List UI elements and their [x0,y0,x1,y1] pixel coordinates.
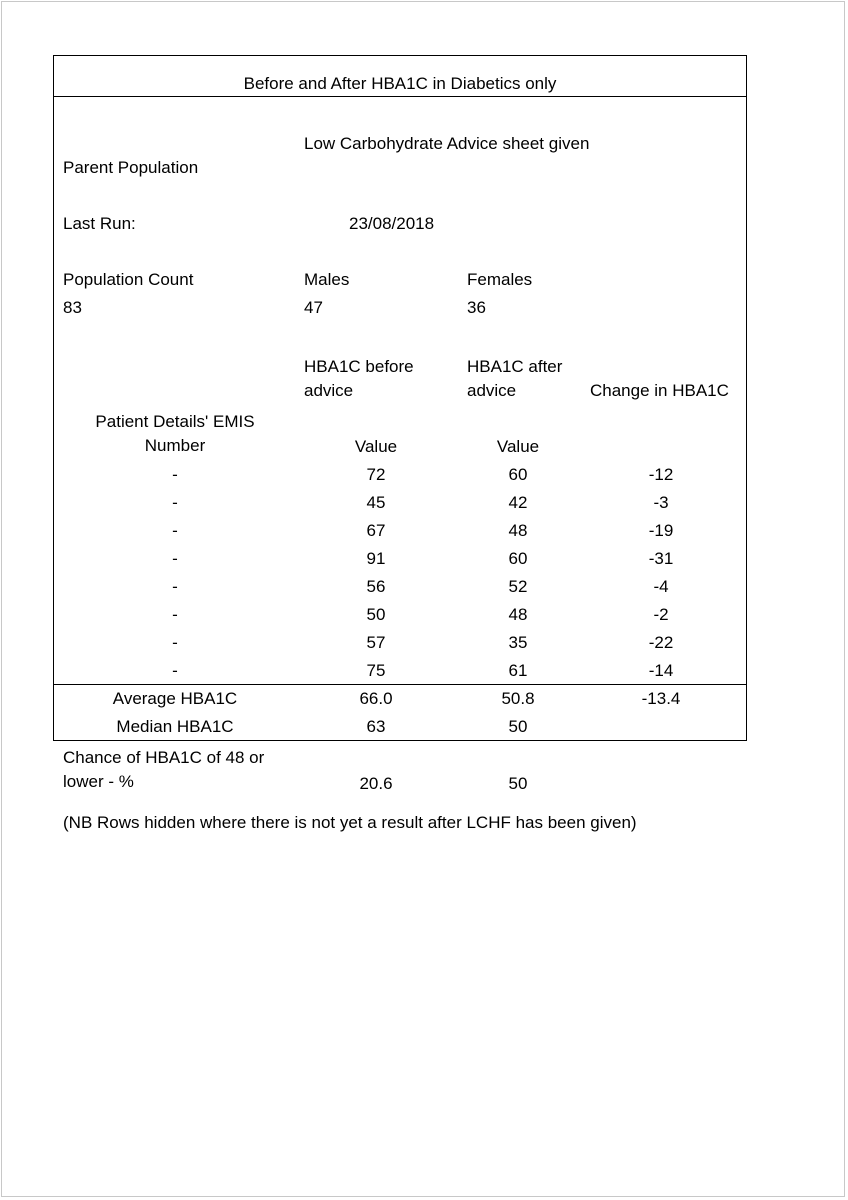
row-before: 45 [366,493,386,512]
title-divider [53,96,747,97]
median-after: 50 [508,717,528,736]
footnote: (NB Rows hidden where there is not yet a result after LCHF has been given) [63,813,637,832]
row-change: -14 [648,661,674,680]
row-patient: - [172,493,178,512]
row-patient: - [172,549,178,568]
row-change: -2 [653,605,669,624]
header-after-value: Value [496,437,540,456]
row-after: 61 [508,661,528,680]
row-before: 56 [366,577,386,596]
average-before: 66.0 [359,689,393,708]
row-after: 60 [508,465,528,484]
row-change: -19 [648,521,674,540]
chance-after: 50 [508,774,528,793]
population-count-value: 83 [63,298,82,317]
row-after: 42 [508,493,528,512]
population-count-label: Population Count [63,270,194,289]
row-patient: - [172,521,178,540]
header-change: Change in HBA1C [590,381,729,400]
last-run-value: 23/08/2018 [349,214,435,233]
males-value: 47 [304,298,323,317]
row-change: -31 [648,549,674,568]
row-before: 67 [366,521,386,540]
parent-population-label: Parent Population [63,158,199,177]
row-change: -12 [648,465,674,484]
row-before: 50 [366,605,386,624]
row-patient: - [172,465,178,484]
row-after: 60 [508,549,528,568]
row-change: -22 [648,633,674,652]
report-title: Before and After HBA1C in Diabetics only [243,74,557,93]
row-before: 91 [366,549,386,568]
average-after: 50.8 [501,689,535,708]
row-patient: - [172,633,178,652]
row-before: 75 [366,661,386,680]
row-after: 35 [508,633,528,652]
median-before: 63 [366,717,386,736]
row-after: 48 [508,605,528,624]
row-change: -4 [653,577,669,596]
row-patient: - [172,605,178,624]
row-after: 52 [508,577,528,596]
row-change: -3 [653,493,669,512]
females-label: Females [467,270,533,289]
header-before: HBA1C before advice [304,357,414,400]
summary-divider [53,684,747,685]
header-patient: Patient Details' EMIS Number [95,412,255,455]
chance-before: 20.6 [359,774,393,793]
row-before: 57 [366,633,386,652]
chance-label: Chance of HBA1C of 48 or lower - % [63,748,265,791]
last-run-label: Last Run: [63,214,136,233]
average-label: Average HBA1C [112,689,238,708]
row-before: 72 [366,465,386,484]
parent-population-value: Low Carbohydrate Advice sheet given [304,134,590,153]
females-value: 36 [467,298,486,317]
row-patient: - [172,577,178,596]
males-label: Males [304,270,350,289]
row-patient: - [172,661,178,680]
header-before-value: Value [354,437,398,456]
median-label: Median HBA1C [116,717,234,736]
header-after: HBA1C after advice [467,357,563,400]
row-after: 48 [508,521,528,540]
average-change: -13.4 [641,689,681,708]
